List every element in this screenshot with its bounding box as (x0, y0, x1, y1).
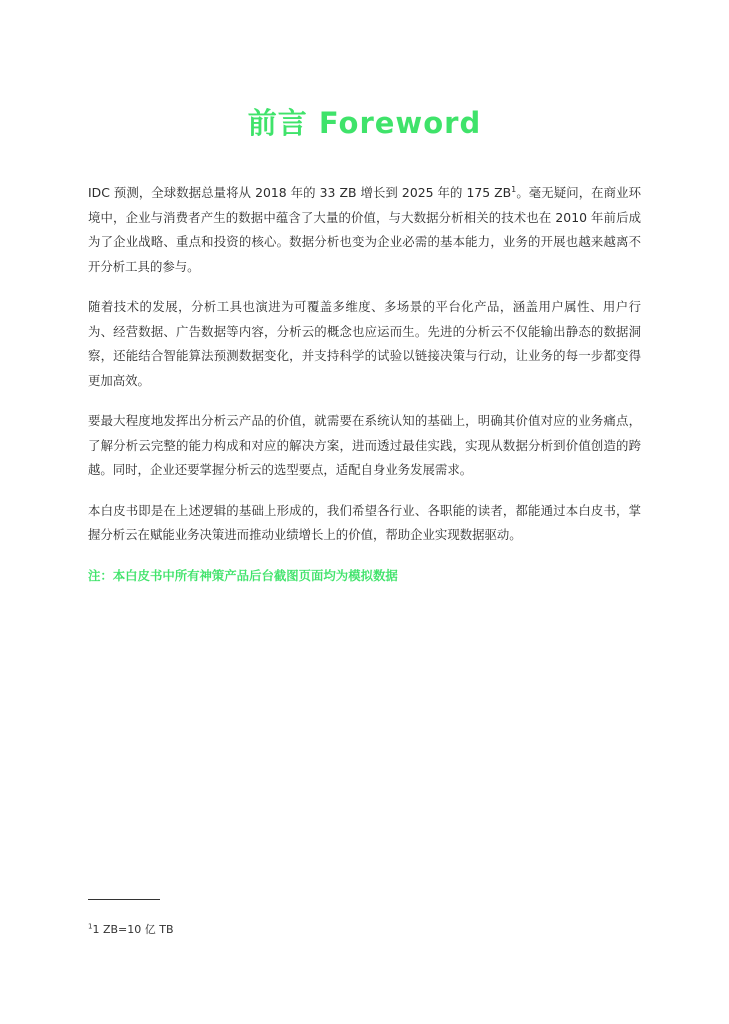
page-title: 前言 Foreword (247, 106, 482, 141)
footnote-ref[interactable]: 1 (511, 184, 517, 194)
footnote-divider (88, 899, 160, 900)
note: 注：本白皮书中所有神策产品后台截图页面均为模拟数据 (88, 567, 398, 583)
paragraph-4: 本白皮书即是在上述逻辑的基础上形成的，我们希望各行业、各职能的读者，都能通过本白皮书，掌握分析云在赋能业务决策进而推动业绩增长上的价值，帮助企业实现数据驱动。 (88, 502, 641, 542)
paragraph-3: 要最大程度地发挥出分析云产品的价值，就需要在系统认知的基础上，明确其价值对应的业务痛点，了解分析云完整的能力构成和对应的解决方案，进而透过最佳实践，实现从数据分析到价值创造的跨越。同时，企业还要掌握分析云的选型要点，适配自身业务发展需求。 (88, 413, 641, 477)
body-text (88, 181, 641, 588)
paragraph-2: 随着技术的发展，分析工具也演进为可覆盖多维度、多场景的平台化产品，涵盖用户属性、用户行为、经营数据、广告数据等内容，分析云的概念也应运而生。先进的分析云不仅能输出静态的数据洞察，还能结合智能算法预测数据变化，并支持科学的试验以链接决策与行动，让业务的每一步都变得更加高效。 (88, 299, 641, 388)
paragraph-1 (88, 181, 641, 279)
footnote-marker: 1 (88, 922, 93, 931)
footnote-text: 1 ZB=10 亿 TB (92, 923, 174, 936)
paragraph-1-text-cont: 。毫无疑问，在商业环境中，企业与消费者产生的数据中蕴含了大量的价值，与大数据分析相关的技术也在 2010 年前后成为了企业战略、重点和投资的核心。数据分析也变为企业必需的基本能力，业务的开展也越来越离不开分析工具的参与。 (88, 185, 641, 274)
footnote (88, 921, 174, 937)
paragraph-1-text: IDC 预测，全球数据总量将从 2018 年的 33 ZB 增长到 2025 年的 175 ZB (88, 185, 512, 200)
